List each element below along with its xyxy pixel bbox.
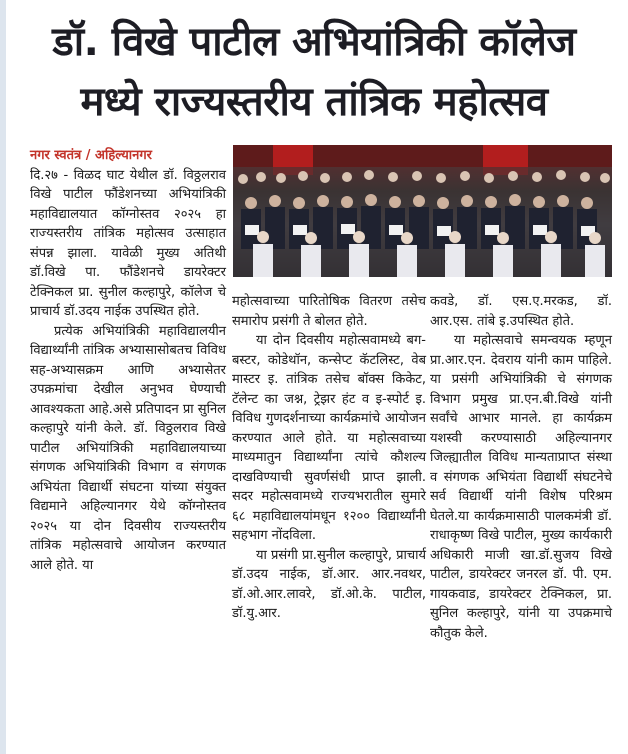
paragraph-7: या महोत्सवाचे समन्वयक म्हणून प्रा.आर.एन. देवराय यांनी काम पाहिले. या प्रसंगी अभियांत्रिकी चे संगणक विभाग प्रमुख प्रा.एन.बी.विखे यांनी सर्वांचे आभार मानले. हा कार्यक्रम यशस्वी करण्यासाठी अहिल्यानगर जिल्ह्यातील विविध मान्यताप्राप्त संस्था व संगणक अभियंता विद्यार्थी संघटनेचे सर्व विद्यार्थी यांनी विशेष परिश्रम घेतले.या कार्यक्रमासाठी पालकमंत्री डॉ. राधाकृष्ण विखे पाटील, मुख्य कार्यकारी अधिकारी माजी खा.डॉ.सुजय विखे पाटील, डायरेक्टर जनरल डॉ. पी. एम. गायकवाड, डायरेक्टर टेक्निकल, प्रा. सुनिल कल्हापुरे, यांनी या उपक्रमाचे कौतुक केले. — [430, 333, 612, 641]
group-photo-icon — [233, 145, 612, 277]
article-column-2 — [232, 292, 426, 624]
byline: नगर स्वतंत्र / अहिल्यानगर — [30, 148, 152, 163]
paragraph-6: कवडे, डॉ. एस.ए.मरकड, डॉ. आर.एस. तांबे इ.उपस्थित होते. — [430, 294, 612, 329]
paragraph-3: महोत्सवाच्या पारितोषिक वितरण तसेच समारोप प्रसंगी ते बोलत होते. — [232, 294, 426, 329]
paragraph-2: प्रत्येक अभियांत्रिकी महाविद्यालयीन विद्यार्थ्यांनी तांत्रिक अभ्यासासोबतच विविध सह-अभ्यासक्रम आणि अभ्यासेतर उपक्रमांचा देखील अनुभव घेण्याची आवश्यकता आहे.असे प्रतिपादन प्रा सुनिल कल्हापुरे यांनी केले. डॉ. विठ्ठलराव विखे पाटील अभियांत्रिकी महाविद्यालयाच्या संगणक अभियांत्रिकी विभाग व संगणक अभियंता विद्यार्थी संघटना यांच्या संयुक्त विद्यमाने अहिल्यानगर येथे कॉग्नोस्तव २०२५ या दोन दिवसीय राज्यस्तरीय तांत्रिक महोत्सवाचे आयोजन करण्यात आले होते. या — [30, 323, 226, 573]
paragraph-5: या प्रसंगी प्रा.सुनील कल्हापुरे, प्राचार्य डॉ.उदय नाईक, डॉ.आर. आर.नवथर, डॉ.ओ.आर.लावरे, डॉ.ओ.के. पाटील, डॉ.यु.आर. — [232, 547, 427, 621]
headline-line-2: मध्ये राज्यस्तरीय तांत्रिक महोत्सव — [80, 79, 548, 125]
paragraph-1: दि.२७ - विळद घाट येथील डॉ. विठ्ठलराव विखे पाटील फौंडेशनच्या अभियांत्रिकी महाविद्यालयात कॉग्नोस्तव २०२५ हा राज्यस्तरीय तांत्रिक महोत्सव उत्साहात संपन्न झाला. यावेळी मुख्य अतिथी डॉ.विखे पा. फौंडेशनचे डायरेक्टर टेक्निकल प्रा. सुनील कल्हापुरे, कॉलेज चे प्राचार्य डॉ.उदय नाईक उपस्थित होते. — [30, 167, 226, 319]
headline-line-1: डॉ. विखे पाटील अभियांत्रिकी कॉलेज — [52, 19, 576, 65]
article-column-1 — [30, 146, 226, 575]
paragraph-4: या दोन दिवसीय महोत्सवामध्ये बग-बस्टर, कोडेथॉन, कन्सेप्ट कॅटलिस्ट, वेब मास्टर इ. तांत्रिक तसेच बॉक्स किकेट, टॅलेन्ट का जश्न, ट्रेझर हंट व इ-स्पोर्ट इ. विविध गुणदर्शनाच्या कार्यक्रमांचे आयोजन करण्यात आले होते. या महोत्सवाच्या माध्यमातुन विद्यार्थ्यांना त्यांचे कौशल्य दाखविण्याची सुवर्णसंधी प्राप्त झाली. सदर महोत्सवामध्ये राज्यभरातील सुमारे ६८ महाविद्यालयांमधून १२०० विद्यार्थ्यांनी सहभाग नोंदविला. — [232, 333, 426, 543]
group-photo — [233, 145, 612, 277]
article-column-3 — [430, 292, 612, 643]
